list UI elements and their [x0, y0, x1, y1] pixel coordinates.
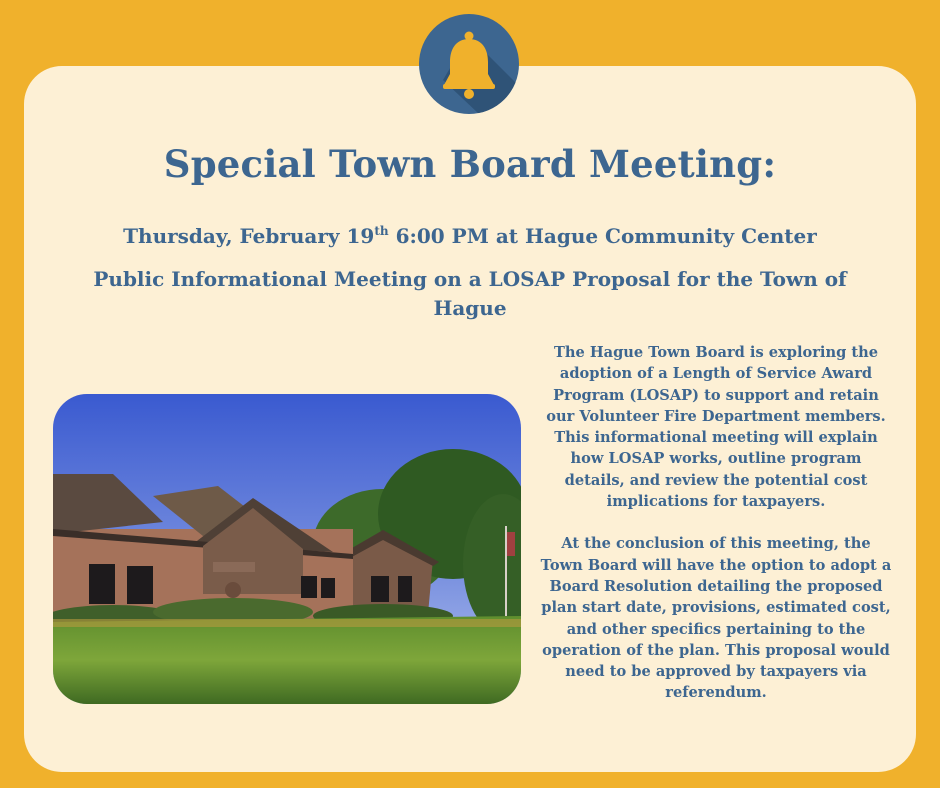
- description-paragraph-2: At the conclusion of this meeting, the Town Board will have the option to adopt a Board Resolution detailing the proposed plan start date, provisions, estimated cost, and other specifics pertaining to the operation of the plan. This proposal would need to be approved by taxpayers via referendum.: [540, 535, 892, 702]
- bell-badge: [419, 14, 519, 114]
- description-paragraph-1: The Hague Town Board is exploring the adoption of a Length of Service Award Program (LOSAP) to support and retain our Volunteer Fire Department members. This informational meeting will explain how LOSAP works, outline program details, and review the potential cost implications for taxpayers.: [546, 344, 886, 511]
- building-photo: [53, 394, 521, 704]
- bell-icon: [419, 14, 519, 114]
- meeting-description: [540, 342, 892, 704]
- meeting-time-location: 6:00 PM at Hague Community Center: [395, 224, 817, 248]
- date-ordinal: th: [374, 224, 389, 238]
- page-title: Special Town Board Meeting:: [163, 142, 777, 186]
- meeting-subtitle: Public Informational Meeting on a LOSAP Proposal for the Town of Hague: [93, 267, 847, 320]
- meeting-date: Thursday, February 19: [123, 224, 375, 248]
- meeting-datetime: [0, 224, 940, 248]
